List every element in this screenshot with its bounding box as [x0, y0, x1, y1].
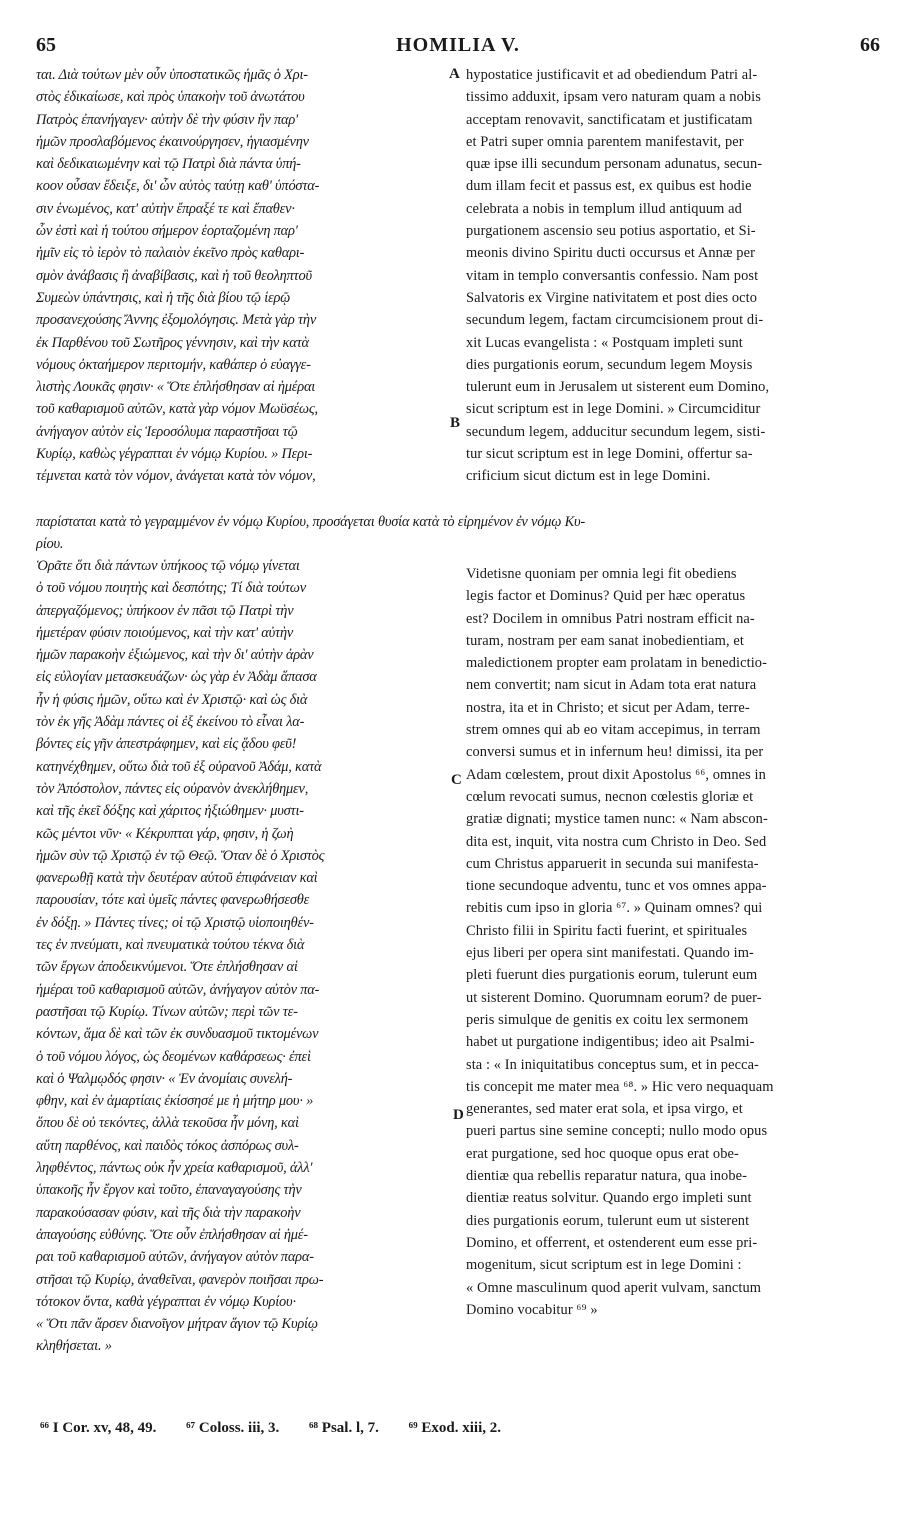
text-line: τὸν ἐκ γῆς Ἀδὰμ πάντες οἱ ἐξ ἐκείνου τὸ εἶναι λα- — [36, 714, 305, 731]
page-header — [36, 34, 880, 60]
text-line: ἡμέραι τοῦ καθαρισμοῦ αὐτῶν, ἀνήγαγον αὐτὸν πα- — [36, 981, 320, 998]
text-line: et Patri super omnia parentem manifestavit, per — [466, 133, 744, 150]
text-line: Christo filii in Spiritu facti fuerint, et spirituales — [466, 922, 748, 939]
text-line: secundum legem, factam circumcisionem prout di- — [466, 312, 764, 329]
text-line: Domino, et offerrent, et ostenderent eum esse pri- — [466, 1234, 758, 1251]
text-line: καὶ τῆς ἐκεῖ δόξης καὶ χάριτος ἠξιώθημεν· μυστι- — [36, 803, 304, 820]
text-line: dientiæ qua rebellis reparatur natura, qua inobe- — [466, 1168, 748, 1185]
text-line: ὅπου δὲ οὐ τεκόντες, ἀλλὰ τεκοῦσα ἦν μόνη, καὶ — [36, 1115, 299, 1132]
running-title: HOMILIA V. — [396, 34, 520, 56]
text-line: Adam cœlestem, prout dixit Apostolus ⁶⁶, omnes in — [466, 766, 766, 783]
latin-column-top — [466, 64, 880, 488]
text-line: Πατρὸς ἐπανήγαγεν· αὐτὴν δὲ τὴν φύσιν ἣν παρ' — [36, 111, 298, 128]
text-line: ejus liberi per opera sint manifestati. Quando im- — [466, 945, 754, 962]
text-line: tur sicut scriptum est in lege Domini, offertur sa- — [466, 446, 753, 463]
text-line: ἀνήγαγον αὐτὸν εἰς Ἱεροσόλυμα παραστῆσαι τῷ — [36, 423, 298, 440]
text-line: cœlum revocati sumus, necnon cœlestis gloriæ et — [466, 788, 754, 805]
text-line: xit Lucas evangelista : « Postquam impleti sunt — [466, 334, 743, 351]
text-line: habet ut purgatione indigentibus; ideo ait Psalmi- — [466, 1034, 755, 1051]
text-line: nem convertit; nam sicut in Adam tota erat natura — [466, 677, 757, 694]
text-line: ἡμετέραν φύσιν ποιούμενος, καὶ τὴν κατ' αὐτὴν — [36, 624, 294, 641]
text-line: ἡμῶν προσλαβόμενος ἐκαινούργησεν, ἡγιασμένην — [36, 133, 309, 150]
text-line: ἡμῶν παρακοὴν ἐξιώμενος, καὶ τὴν δι' αὐτὴν ἀρὰν — [36, 647, 314, 664]
text-line: τες ἐν πνεύματι, καὶ πνευματικὰ τούτου τέκνα διὰ — [36, 937, 305, 954]
text-line: dientiæ reatus solvitur. Quando ergo impleti sunt — [466, 1190, 752, 1207]
text-line: sta : « In iniquitatibus conceptus sum, et in pecca- — [466, 1056, 759, 1073]
footnote-67: ⁶⁷ Coloss. iii, 3. — [186, 1420, 280, 1436]
text-line: ἀπαγούσης εὐθύνης. Ὅτε οὖν ἐπλήσθησαν αἱ ἡμέ- — [36, 1226, 308, 1243]
text-line: turam, nostram per eam sanat inobedientiam, et — [466, 632, 744, 649]
text-line: sicut scriptum est in lege Domini. » Circumciditur — [466, 401, 761, 418]
text-line: strem omnes qui ab eo vitam accepimus, in terram — [466, 722, 761, 739]
text-line: vitam in templo conversantis confessio. Nam post — [466, 267, 759, 284]
text-line: hypostatice justificavit et ad obediendum Patri al- — [466, 67, 758, 83]
margin-marker-a: A — [449, 66, 460, 82]
text-line: καὶ δεδικαιωμένην καὶ τῷ Πατρὶ διὰ πάντα ὑπή- — [36, 156, 301, 173]
text-line: ὁ τοῦ νόμου λόγος, ὡς δεομένων καθάρσεως· ἐπεὶ — [36, 1048, 311, 1065]
margin-marker-b: B — [450, 415, 461, 431]
text-line: legis factor et Dominus? Quid per hæc operatus — [466, 588, 746, 605]
text-line: ἐκ Παρθένου τοῦ Σωτῆρος γέννησιν, καὶ τὴν κατὰ — [36, 334, 309, 351]
text-line: Domino vocabitur ⁶⁹ » — [466, 1301, 598, 1318]
text-line: τὸν Ἀπόστολον, πάντες εἰς οὐρανὸν ἀνεκλήθημεν, — [36, 780, 309, 797]
text-line: βόντες εἰς γῆν ἀπεστράφημεν, καὶ εἰς ᾅδου φεῦ! — [36, 736, 297, 753]
greek-spanning-lines — [36, 511, 882, 556]
text-line: « Ὅτι πᾶν ἄρσεν διανοῖγον μήτραν ἅγιον τῷ Κυρίῳ — [36, 1316, 318, 1333]
footnote-68: ⁶⁸ Psal. l, 7. — [309, 1420, 379, 1436]
text-line: τότοκον ὄντα, καθὰ γέγραπται ἐν νόμῳ Κυρίου· — [36, 1293, 296, 1310]
text-line: quæ ipse illi secundum personam adunatus, secun- — [466, 156, 763, 173]
text-line: acceptam renovavit, sanctificatam et justificatam — [466, 111, 753, 128]
text-line: τέμνεται κατὰ τὸν νόμον, ἀνάγεται κατὰ τὸν νόμον, — [36, 468, 316, 485]
text-line: erat purgatione, sed hoc quoque opus erat obe- — [466, 1145, 739, 1162]
margin-marker-c: C — [451, 772, 462, 788]
text-line: mogenitum, sicut scriptum est in lege Domini : — [466, 1257, 742, 1274]
text-line: celebrata a nobis in templum illud antiquum ad — [466, 200, 742, 217]
text-line: ἀπεργαζόμενος; ὑπήκοον ἐν πᾶσι τῷ Πατρὶ τὴν — [36, 602, 294, 619]
text-line: φθην, καὶ ἐν ἁμαρτίαις ἐκίσσησέ με ἡ μήτηρ μου· » — [36, 1093, 314, 1110]
text-line: dita est, inquit, vita nostra cum Christo in Deo. Sed — [466, 833, 767, 850]
text-line: pleti fuerunt dies purgationis eorum, tulerunt eum — [466, 967, 758, 984]
text-line: σμὸν ἀνάβασις ἢ ἀναβίβασις, καὶ ἡ τοῦ θεοληπτοῦ — [36, 267, 312, 284]
text-line: Κυρίῳ, καθὼς γέγραπται ἐν νόμῳ Κυρίου. » Περι- — [36, 446, 313, 463]
text-line: dies purgationis eorum, secundum legem Moysis — [466, 356, 753, 373]
text-line: tis concepit me mater mea ⁶⁸. » Hic vero nequaquam — [466, 1078, 774, 1095]
text-line: τοῦ καθαρισμοῦ αὐτῶν, κατὰ γὰρ νόμον Μωϋσέως, — [36, 401, 318, 418]
text-line: secundum legem, adducitur secundum legem, sisti- — [466, 423, 766, 440]
text-line: τῶν ἔργων ἀποδεικνύμενοι. Ὅτε ἐπλήσθησαν αἱ — [36, 959, 298, 976]
text-line: ἡμῶν σὺν τῷ Χριστῷ ἐν τῷ Θεῷ. Ὅταν δὲ ὁ Χριστὸς — [36, 847, 325, 864]
text-line: pueri partus sine semine concepti; nullo modo opus — [466, 1123, 768, 1140]
text-line: κόντων, ἅμα δὲ καὶ τῶν ἐκ συνδυασμοῦ τικτομένων — [36, 1026, 319, 1043]
text-line: ὧν ἐστὶ καὶ ἡ τούτου σήμερον ἑορταζομένη παρ' — [36, 223, 298, 240]
text-line: dies purgationis eorum, tulerunt eum ut sisterent — [466, 1212, 750, 1229]
text-line: nostra, ita et in Christo; et sicut per Adam, terre- — [466, 699, 750, 716]
text-line: rebitis cum ipso in gloria ⁶⁷. » Quinam omnes? qui — [466, 900, 763, 917]
text-line: αὕτη παρθένος, καὶ παιδὸς τόκος ἀσπόρως συλ- — [36, 1137, 299, 1154]
text-line: λιστὴς Λουκᾶς φησιν· « Ὅτε ἐπλήσθησαν αἱ ἡμέραι — [36, 379, 316, 396]
text-line: Ὁρᾶτε ὅτι διὰ πάντων ὑπήκοος τῷ νόμῳ γίνεται — [36, 558, 300, 574]
text-line: ἐν δόξῃ. » Πάντες τίνες; οἱ τῷ Χριστῷ υἱοποιηθέν- — [36, 914, 314, 931]
text-line: meonis divino Spiritu ducti occursus et Annæ per — [466, 245, 755, 262]
text-line: ται. Διὰ τούτων μὲν οὖν ὑποστατικῶς ἡμᾶς ὁ Χρι- — [36, 67, 308, 83]
text-line: dum illam fecit et passus est, ex quibus est hodie — [466, 178, 752, 195]
text-line: νόμους ὀκταήμερον περιτομήν, καθάπερ ὁ εὐαγγε- — [36, 356, 311, 373]
text-line: παρίσταται κατὰ τὸ γεγραμμένον ἐν νόμῳ Κυρίου, προσάγεται θυσία κατὰ τὸ εἰρημένον ἐν νόμῳ Κυ- — [36, 514, 585, 530]
text-line: κατηνέχθημεν, οὕτω διὰ τοῦ ἐξ οὐρανοῦ Ἀδάμ, κατὰ — [36, 758, 322, 775]
text-line: est? Docilem in omnibus Patri nostram efficit na- — [466, 610, 755, 627]
text-line: ρίου. — [36, 536, 64, 553]
text-line: Συμεὼν ὑπάντησις, καὶ ἡ τῆς διὰ βίου τῷ ἱερῷ — [36, 289, 291, 306]
text-line: ληφθέντος, πάντως οὐκ ἦν χρεία καθαρισμοῦ, ἀλλ' — [36, 1160, 313, 1177]
text-line: ραστῆσαι τῷ Κυρίῳ. Τίνων αὐτῶν; περὶ τῶν τε- — [36, 1003, 298, 1020]
latin-column-bottom — [466, 563, 880, 1321]
page-number-left: 65 — [36, 34, 56, 56]
text-line: προσανεχούσης Ἄννης ἐξομολόγησις. Μετὰ γὰρ τὴν — [36, 312, 317, 329]
text-line: ἡμῖν εἰς τὸ ἱερὸν τὸ παλαιὸν ἐκεῖνο πρὸς καθαρι- — [36, 245, 305, 262]
text-line: ut sisterent Domino. Quorumnam eorum? de puer- — [466, 989, 762, 1006]
page-number-right: 66 — [860, 34, 880, 56]
text-line: gratiæ dignati; mystice tamen nunc: « Nam abscon- — [466, 811, 768, 828]
text-line: σιν ἑνωμένος, κατ' αὐτὴν ἔπραξέ τε καὶ ἔπαθεν· — [36, 200, 295, 217]
text-line: καὶ ὁ Ψαλμῳδός φησιν· « Ἐν ἀνομίαις συνελή- — [36, 1070, 293, 1087]
text-line: ἦν ἡ φύσις ἡμῶν, οὕτω καὶ ἐν Χριστῷ· καὶ ὡς διὰ — [36, 691, 308, 708]
footnotes — [40, 1420, 880, 1437]
text-line: cum Christus apparuerit in secunda sui manifesta- — [466, 855, 759, 872]
greek-column-bottom — [36, 555, 458, 1358]
text-line: tissimo adduxit, ipsam vero naturam quam a nobis — [466, 89, 761, 106]
margin-marker-d: D — [453, 1107, 464, 1123]
text-line: Videtisne quoniam per omnia legi fit obediens — [466, 566, 737, 582]
text-line: generantes, sed mater erat sola, et ipsa virgo, et — [466, 1101, 743, 1118]
text-line: κληθήσεται. » — [36, 1338, 112, 1355]
text-line: στῆσαι τῷ Κυρίῳ, ἀναθεῖναι, φανερὸν ποιῆσαι πρω- — [36, 1271, 324, 1288]
text-line: ὁ τοῦ νόμου ποιητὴς καὶ δεσπότης; Τί διὰ τούτων — [36, 580, 306, 597]
text-line: ὑπακοῆς ἦν ἔργον καὶ τοῦτο, ἐπαναγαγούσης τὴν — [36, 1182, 302, 1199]
text-line: purgationem ascensio seu potius asportatio, et Si- — [466, 223, 756, 240]
text-line: crificium sicut dictum est in lege Domini. — [466, 468, 711, 485]
text-line: παρουσίαν, τότε καὶ ὑμεῖς πάντες φανερωθήσεσθε — [36, 892, 310, 909]
footnote-66: ⁶⁶ I Cor. xv, 48, 49. — [40, 1420, 157, 1436]
text-line: « Omne masculinum quod aperit vulvam, sanctum — [466, 1279, 762, 1296]
text-line: στὸς ἐδικαίωσε, καὶ πρὸς ὑπακοὴν τοῦ ἀνωτάτου — [36, 89, 305, 106]
text-line: κοον οὖσαν ἔδειξε, δι' ὧν αὐτὸς ταύτῃ καθ' ὑπόστα- — [36, 178, 320, 195]
text-line: εἰς εὐλογίαν μετασκευάζων· ὡς γὰρ ἐν Ἀδὰμ ἅπασα — [36, 669, 317, 686]
text-line: παρακούσασαν φύσιν, καὶ τῆς διὰ τὴν παρακοὴν — [36, 1204, 301, 1221]
text-line: conversi sumus et in infernum heu! dimissi, ita per — [466, 744, 764, 761]
footnote-69: ⁶⁹ Exod. xiii, 2. — [408, 1420, 501, 1436]
text-line: tione secundoque adventu, tunc et vos omnes appa- — [466, 878, 767, 895]
text-line: peris simulque de genitis ex coitu lex sermonem — [466, 1011, 749, 1028]
text-line: Salvatoris ex Virgine nativitatem et post dies octo — [466, 289, 758, 306]
text-line: tulerunt eum in Jerusalem ut sisterent eum Domino, — [466, 379, 770, 396]
text-line: maledictionem propter eam prolatam in benedictio- — [466, 655, 767, 672]
greek-column-top — [36, 64, 464, 488]
text-line: κῶς μέντοι νῦν· « Κέκρυπται γάρ, φησιν, ἡ ζωὴ — [36, 825, 294, 842]
text-line: φανερωθῇ κατὰ τὴν δευτέραν αὐτοῦ ἐπιφάνειαν καὶ — [36, 870, 318, 887]
text-line: ραι τοῦ καθαρισμοῦ αὐτῶν, ἀνήγαγον αὐτὸν παρα- — [36, 1249, 314, 1266]
